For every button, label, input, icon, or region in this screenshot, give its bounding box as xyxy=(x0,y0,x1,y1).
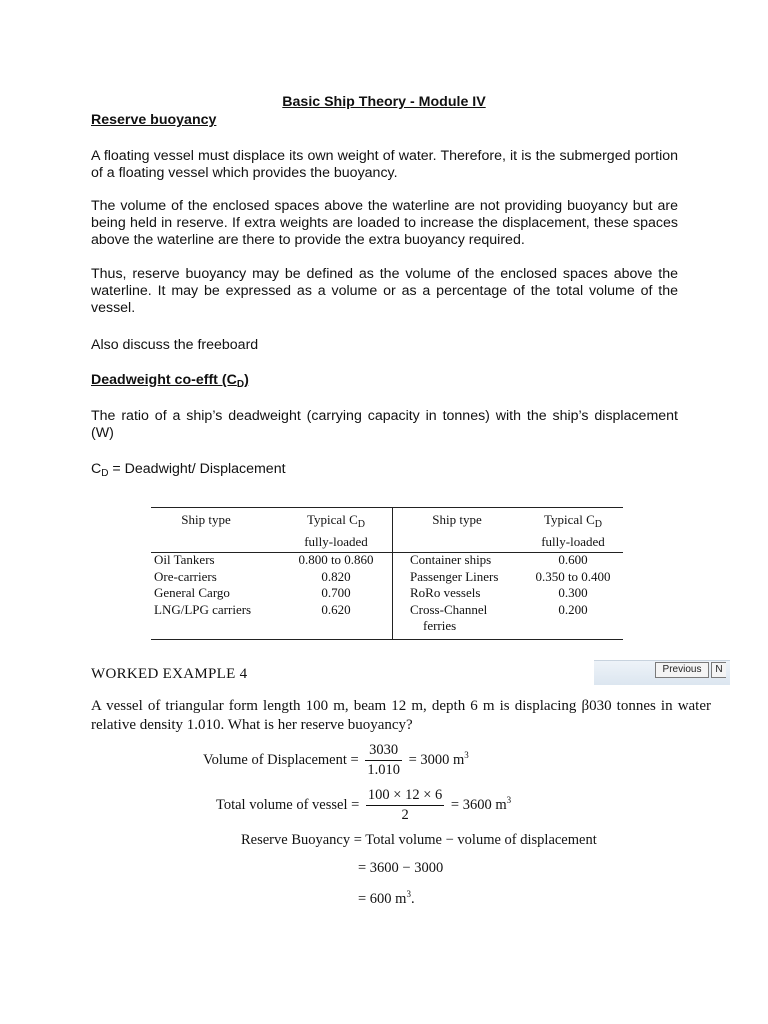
page-title: Basic Ship Theory - Module IV xyxy=(282,94,486,110)
table-bottom-rule xyxy=(151,639,623,640)
table-row: RoRo vessels xyxy=(410,585,481,600)
fraction: $\frac{3030}{1.010}$ xyxy=(367,742,400,778)
deadweight-paragraph: The ratio of a ship’s deadweight (carrying capacity in tonnes) with the ship’s displacement (W) xyxy=(91,408,678,441)
table-row: Passenger Liners xyxy=(410,568,499,584)
table-row: Container ships xyxy=(410,552,492,567)
table-top-rule xyxy=(151,507,623,508)
header-ship-type-right: Ship type xyxy=(432,512,482,527)
reserve-paragraph-3: Thus, reserve buoyancy may be defined as the volume of the enclosed spaces above the waterline. It may be expressed as a volume or as a percentage of the total volume of the vessel. xyxy=(91,266,678,316)
equation-step-subtraction: = 3600 − 3000 xyxy=(358,860,444,876)
freeboard-note: Also discuss the freeboard xyxy=(91,337,259,353)
worked-example-title: WORKED EXAMPLE 4 xyxy=(91,666,248,682)
header-cd-right: Typical $C_D$ fully-loaded xyxy=(541,512,605,549)
table-row: Cross-Channel xyxy=(410,601,488,617)
table-cell: 0.800 to 0.860 xyxy=(298,552,374,567)
equation-total-volume: Total volume of vessel = $\frac{100 \times 12 \times 6}{2}$ = 3600 $m^3$ xyxy=(216,787,512,823)
table-cell: 0.620 xyxy=(321,601,351,617)
deadweight-formula: $C_D$ = Deadwight/ Displacement xyxy=(91,461,286,479)
reserve-paragraph-1: A floating vessel must displace its own weight of water. Therefore, it is the submerged portion of a floating vessel which provides the buoyancy. xyxy=(91,148,678,181)
table-cell: 0.820 xyxy=(321,568,351,584)
next-button[interactable]: N xyxy=(711,662,726,678)
table-cell: 0.350 to 0.400 xyxy=(535,568,611,584)
header-ship-type-left: Ship type xyxy=(181,512,231,527)
table-row: ferries xyxy=(423,618,457,633)
reserve-buoyancy-heading: Reserve buoyancy xyxy=(91,112,217,128)
table-row: Oil Tankers xyxy=(154,552,215,567)
reserve-paragraph-2: The volume of the enclosed spaces above the waterline are not providing buoyancy but are being held in reserve. If extra weights are loaded to increase the displacement, these spaces above the waterline are there to provide the extra buoyancy required. xyxy=(91,198,678,248)
table-cell: 0.200 xyxy=(558,601,588,617)
worked-example-problem: A vessel of triangular form length 100 m, beam 12 m, depth 6 m is displacing β030 tonnes in water relative density 1.010. What is her reserve buoyancy? xyxy=(91,698,711,733)
header-cd-left: Typical $C_D$ fully-loaded xyxy=(304,512,368,549)
table-row: General Cargo xyxy=(154,585,230,600)
deadweight-heading: Deadweight co-efft $(C_D)$ xyxy=(91,372,249,390)
equation-volume-of-displacement: Volume of Displacement = $\frac{3030}{1.010}$ = 3000 $m^3$ xyxy=(203,742,469,778)
deadweight-coefficient-table xyxy=(151,507,623,640)
equation-reserve-buoyancy: Reserve Buoyancy = Total volume − volume of displacement xyxy=(241,832,597,848)
table-cell: 0.300 xyxy=(558,585,588,600)
table-cell: 0.600 xyxy=(558,552,588,567)
page-navigation-bar xyxy=(594,660,730,685)
table-divider xyxy=(392,507,393,640)
equation-result: = 600 $m^3$. xyxy=(358,889,415,907)
table-row: Ore-carriers xyxy=(154,568,217,584)
table-cell: 0.700 xyxy=(321,585,351,600)
table-row: LNG/LPG carriers xyxy=(154,601,252,617)
previous-button[interactable]: Previous xyxy=(655,662,709,678)
fraction: $\frac{100 \times 12 \times 6}{2}$ xyxy=(367,787,443,823)
